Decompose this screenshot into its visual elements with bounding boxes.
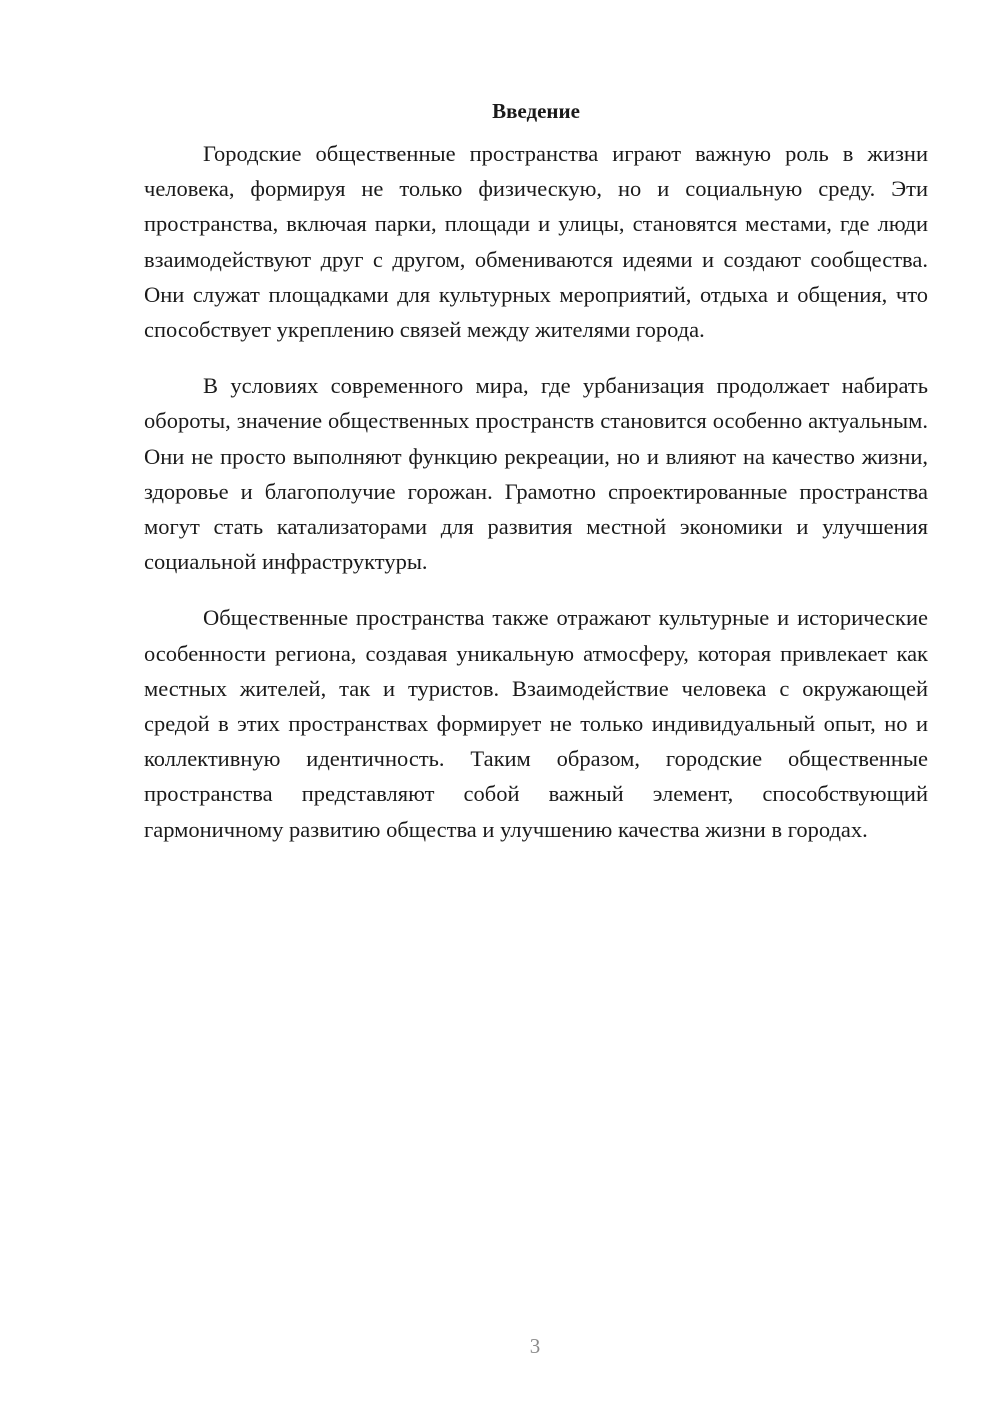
paragraph-3: Общественные пространства также отражают культурные и исторические особенности региона, создавая уникальную атмосферу, которая привлекает как местных жителей, так и туристов. Взаимодействие человека с окружающей средой в этих пространствах формирует не только индивидуальный опыт, но и коллективную идентичность. Таким образом, городские общественные пространства представляют собой важный элемент, способствующий гармоничному развитию общества и улучшению качества жизни в городах. — [144, 605, 928, 842]
page-content — [144, 94, 928, 868]
paragraph-1: Городские общественные пространства играют важную роль в жизни человека, формируя не только физическую, но и социальную среду. Эти пространства, включая парки, площади и улицы, становятся местами, где люди взаимодействуют друг с другом, обмениваются идеями и создают сообщества. Они служат площадками для культурных мероприятий, отдыха и общения, что способствует укреплению связей между жителями города. — [144, 141, 928, 343]
section-heading: Введение — [492, 99, 580, 123]
page-number: 3 — [529, 1334, 541, 1358]
paragraph-2: В условиях современного мира, где урбанизация продолжает набирать обороты, значение общественных пространств становится особенно актуальным. Они не просто выполняют функцию рекреации, но и влияют на качество жизни, здоровье и благополучие горожан. Грамотно спроектированные пространства могут стать катализаторами для развития местной экономики и улучшения социальной инфраструктуры. — [144, 373, 928, 575]
